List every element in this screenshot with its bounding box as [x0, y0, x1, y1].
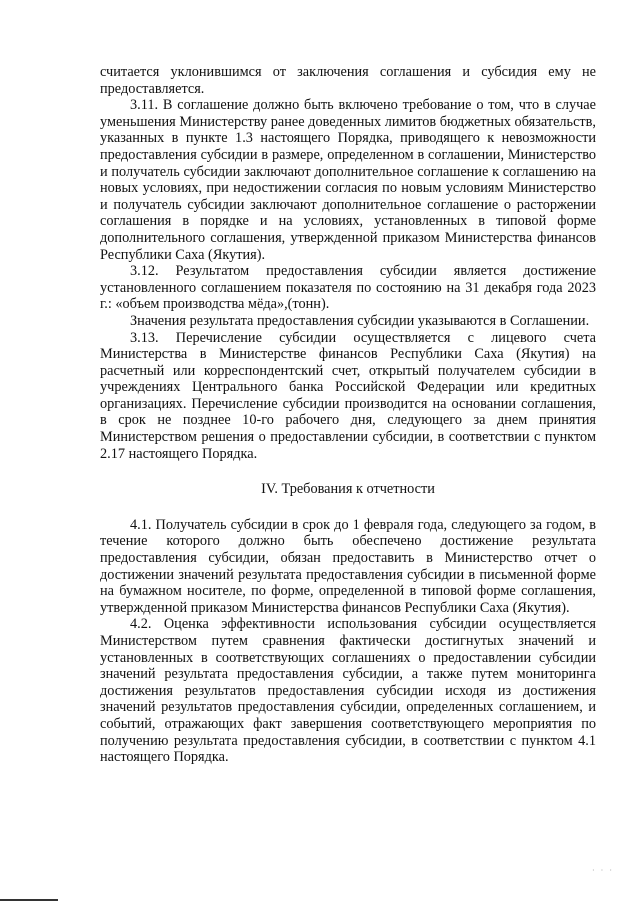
scan-edge-mark	[0, 899, 58, 901]
paragraph-3-13: 3.13. Перечисление субсидии осуществляется с лицевого счета Министерства в Министерстве финансов Республики Саха (Якутия) на расчетный или корреспондентский счет, открытый получателем субсидии в учреждениях Центрального банка Российской Федерации или кредитных организациях. Перечисление субсидии производится на основании соглашения, в срок не позднее 10-го рабочего дня, следующего за днем принятия Министерством решения о предоставлении субсидии, в соответствии с пунктом 2.17 настоящего Порядка.	[100, 329, 596, 462]
paragraph-continuation: считается уклонившимся от заключения соглашения и субсидия ему не предоставляется.	[100, 64, 596, 97]
section-title: IV. Требования к отчетности	[261, 481, 435, 498]
paragraph-4-2: 4.2. Оценка эффективности использования субсидии осуществляется Министерством путем сравнения фактически достигнутых значений и установленных в соответствующих соглашениях о предоставлении субсидии значений результата предоставления субсидии, а также путем мониторинга достижения результатов предоставления субсидии исходя из достижения значений результатов предоставления субсидии, определенных соглашением, и событий, отражающих факт завершения соответствующего мероприятия по получению результата предоставления субсидии, в соответствии с пунктом 4.1 настоящего Порядка.	[100, 616, 596, 766]
paragraph-result-values: Значения результата предоставления субсидии указываются в Соглашении.	[130, 312, 590, 329]
document-page	[100, 64, 596, 766]
scan-noise-dots: · · ·	[592, 866, 614, 875]
paragraph-3-11: 3.11. В соглашение должно быть включено требование о том, что в случае уменьшения Министерству ранее доведенных лимитов бюджетных обязательств, указанных в пункте 1.3 настоящего Порядка, приводящего к невозможности предоставления субсидии в размере, определенном в соглашении, Министерство и получатель субсидии заключают дополнительное соглашение к соглашению на новых условиях, при недостижении согласия по новым условиям Министерство и получатель субсидии заключают дополнительное соглашение о расторжении соглашения в порядке и на условиях, установленных в типовой форме дополнительного соглашения, утвержденной приказом Министерства финансов Республики Саха (Якутия).	[100, 97, 596, 263]
paragraph-4-1: 4.1. Получатель субсидии в срок до 1 февраля года, следующего за годом, в течение которого должно быть обеспечено достижение результата предоставления субсидии, обязан предоставить в Министерство отчет о достижении значений результата предоставления субсидии в письменной форме на бумажном носителе, по форме, определенной в типовой форме соглашения, утвержденной приказом Министерства финансов Республики Саха (Якутия).	[100, 516, 596, 616]
paragraph-3-12: 3.12. Результатом предоставления субсидии является достижение установленного соглашением показателя по состоянию на 31 декабря года 2023 г.: «объем производства мёда»,(тонн).	[100, 263, 596, 313]
